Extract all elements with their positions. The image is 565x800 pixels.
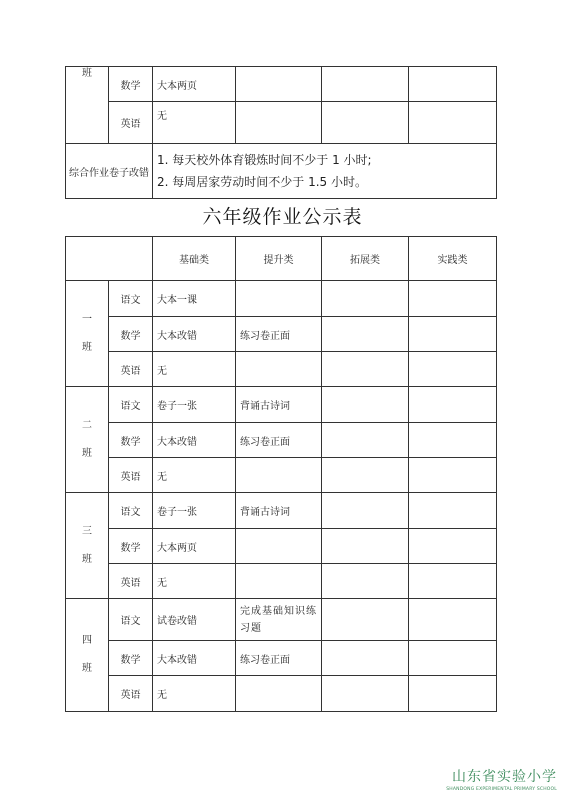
subject-cell: 语文 (109, 387, 153, 423)
subject-cell: 英语 (109, 352, 153, 387)
improve-cell: 背诵古诗词 (236, 493, 322, 529)
subject-cell: 英语 (109, 458, 153, 493)
table-row (66, 676, 497, 712)
summary-line: 2. 每周居家劳动时间不少于 1.5 小时。 (157, 175, 367, 189)
logo-name: 山东省实验小学 (452, 769, 557, 785)
expand-cell (322, 676, 409, 712)
practice-cell (409, 423, 497, 458)
table-row (66, 281, 497, 317)
subject-cell: 数学 (109, 423, 153, 458)
class-label (66, 387, 109, 493)
school-logo (446, 766, 557, 792)
practice-cell (409, 676, 497, 712)
improve-cell: 练习卷正面 (236, 317, 322, 352)
practice-cell (409, 387, 497, 423)
practice-cell (409, 102, 497, 144)
practice-cell (409, 67, 497, 102)
improve-cell: 练习卷正面 (236, 423, 322, 458)
header-practice: 实践类 (409, 237, 497, 281)
subject-cell: 数学 (109, 529, 153, 564)
class-label-char: 三 (82, 525, 92, 537)
subject-cell: 英语 (109, 676, 153, 712)
practice-cell (409, 352, 497, 387)
basic-cell: 卷子一张 (153, 493, 236, 529)
basic-cell: 无 (153, 676, 236, 712)
basic-cell: 大本改错 (153, 317, 236, 352)
improve-cell: 练习卷正面 (236, 641, 322, 676)
expand-cell (322, 493, 409, 529)
class-label-char: 一 (82, 313, 92, 325)
table-row (66, 352, 497, 387)
improve-cell (236, 352, 322, 387)
table-row (66, 599, 497, 641)
subject-cell: 数学 (109, 641, 153, 676)
improve-cell (236, 676, 322, 712)
class-label-char: 四 (82, 635, 92, 646)
header-basic: 基础类 (153, 237, 236, 281)
class-label: 班 (66, 67, 109, 144)
class-label (66, 599, 109, 712)
page-title: 六年级作业公示表 (202, 206, 363, 228)
expand-cell (322, 352, 409, 387)
improve-cell (236, 102, 322, 144)
header-row (66, 237, 497, 281)
subject-cell: 语文 (109, 493, 153, 529)
practice-cell (409, 281, 497, 317)
improve-cell: 完成基础知识练习题 (236, 599, 322, 641)
class-label-char: 班 (82, 663, 92, 674)
practice-cell (409, 317, 497, 352)
subject-cell: 语文 (109, 281, 153, 317)
basic-cell: 卷子一张 (153, 387, 236, 423)
class-label-char: 班 (82, 341, 92, 353)
expand-cell (322, 317, 409, 352)
expand-cell (322, 67, 409, 102)
basic-cell: 大本一课 (153, 281, 236, 317)
expand-cell (322, 458, 409, 493)
table-row (66, 493, 497, 529)
summary-notes (153, 144, 497, 199)
improve-cell (236, 564, 322, 599)
table-row (66, 387, 497, 423)
table-row (66, 423, 497, 458)
expand-cell (322, 641, 409, 676)
expand-cell (322, 423, 409, 458)
basic-cell: 无 (153, 564, 236, 599)
corner-cell (66, 237, 153, 281)
basic-cell: 大本两页 (153, 67, 236, 102)
expand-cell (322, 564, 409, 599)
expand-cell (322, 102, 409, 144)
subject-cell: 语文 (109, 599, 153, 641)
previous-grade-table (65, 66, 497, 199)
summary-label: 综合作业卷子改错 (66, 144, 153, 199)
improve-cell (236, 458, 322, 493)
basic-cell: 大本两页 (153, 529, 236, 564)
class-label-char: 班 (82, 553, 92, 565)
class-label (66, 493, 109, 599)
practice-cell (409, 493, 497, 529)
practice-cell (409, 599, 497, 641)
grade-six-homework-table (65, 236, 497, 712)
header-expand: 拓展类 (322, 237, 409, 281)
subject-cell: 数学 (109, 317, 153, 352)
subject-cell: 英语 (109, 564, 153, 599)
logo-name-en: SHANDONG EXPERIMENTAL PRIMARY SCHOOL (446, 787, 557, 792)
practice-cell (409, 564, 497, 599)
table-row (66, 317, 497, 352)
table-row (66, 641, 497, 676)
subject-cell: 数学 (109, 67, 153, 102)
basic-cell: 试卷改错 (153, 599, 236, 641)
practice-cell (409, 641, 497, 676)
table-row (66, 529, 497, 564)
basic-cell: 无 (153, 352, 236, 387)
practice-cell (409, 458, 497, 493)
class-label-char: 二 (82, 419, 92, 431)
improve-cell (236, 67, 322, 102)
basic-cell: 大本改错 (153, 423, 236, 458)
improve-cell: 背诵古诗词 (236, 387, 322, 423)
summary-line: 1. 每天校外体育锻炼时间不少于 1 小时; (157, 153, 372, 167)
practice-cell (409, 529, 497, 564)
expand-cell (322, 281, 409, 317)
expand-cell (322, 529, 409, 564)
class-label (66, 281, 109, 387)
table-row (66, 564, 497, 599)
header-improve: 提升类 (236, 237, 322, 281)
expand-cell (322, 387, 409, 423)
table-row (66, 458, 497, 493)
subject-cell: 英语 (109, 102, 153, 144)
improve-cell (236, 281, 322, 317)
improve-cell (236, 529, 322, 564)
basic-cell: 大本改错 (153, 641, 236, 676)
basic-cell: 无 (153, 102, 236, 144)
class-label-char: 班 (82, 447, 92, 459)
basic-cell: 无 (153, 458, 236, 493)
expand-cell (322, 599, 409, 641)
